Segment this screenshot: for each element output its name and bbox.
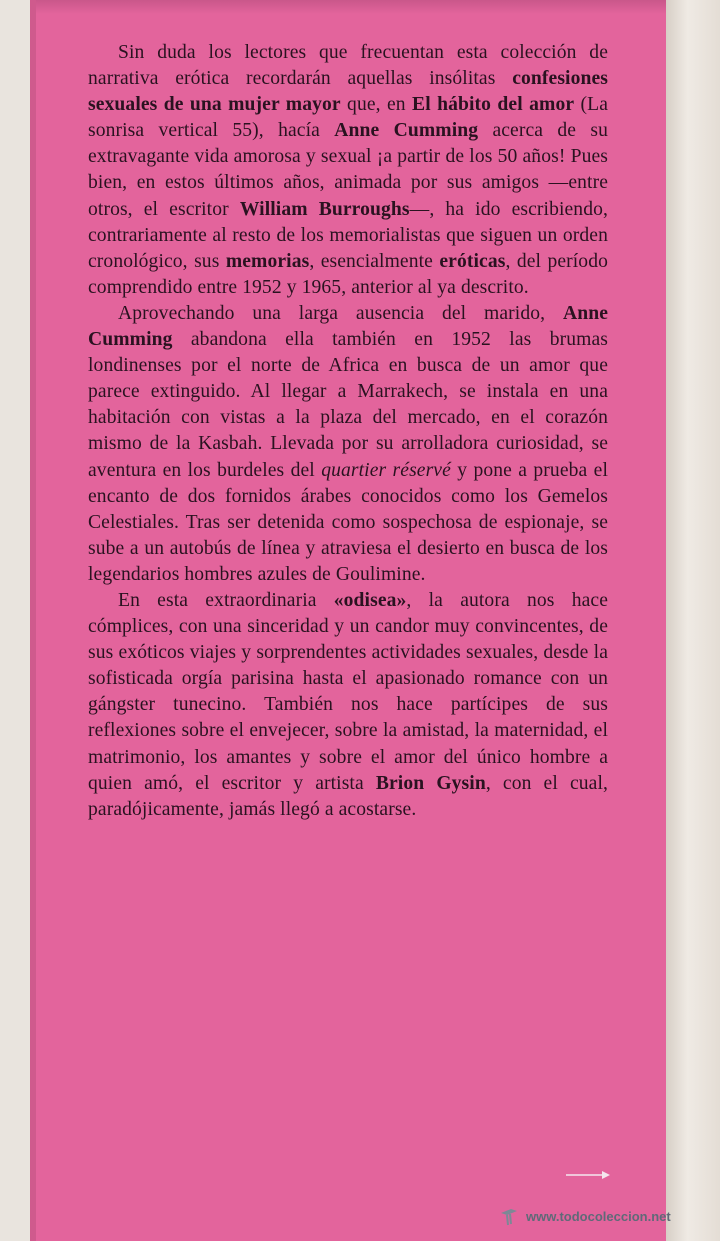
paragraph-3 (88, 588, 608, 823)
bold-text: memorias (225, 250, 310, 272)
bold-text: William Burroughs (239, 198, 410, 220)
text-run: y pone a prueba el encanto de dos fornidos árabes conocidos como los Gemelos Celestiales. Tras ser detenida como sospechosa de espionaje, se sube a un autobús de línea y atraviesa el desierto en busca de los legendarios hombres azules de Goulimine. (88, 459, 608, 585)
text-run: , del período comprendido entre 1952 y 1965, anterior al ya descrito. (88, 250, 608, 298)
text-run: En esta extraordinaria (118, 589, 334, 611)
text-run: , con el cual, paradójicamente, jamás llegó a acostarse. (88, 772, 608, 820)
text-run: que, en (340, 94, 413, 116)
paragraph-2 (88, 301, 608, 588)
bold-text: «odisea» (333, 589, 407, 611)
text-run: abandona ella también en 1952 las brumas londinenses por el norte de Africa en busca de un amor que parece extinguido. Al llegar a Marrakech, se instala en una habitación con vistas a la plaza del mercado, en el corazón mismo de la Kasbah. Llevada por su arrolladora curiosidad, se aventura en los burdeles del (88, 329, 608, 481)
text-run: , esencialmente (309, 250, 440, 272)
bold-text: Anne Cumming (88, 302, 608, 351)
blurb-text (88, 40, 608, 823)
bold-text: Brion Gysin (375, 772, 486, 794)
text-run: Sin duda los lectores que frecuentan esta colección de narrativa erótica recordarán aquellas insólitas (88, 42, 608, 90)
text-run: —, ha ido escribiendo, contrariamente al resto de los memorialistas que siguen un orden cronológico, sus (88, 198, 609, 272)
watermark (498, 1204, 671, 1228)
text-run: acerca de su extravagante vida amorosa y sexual ¡a partir de los 50 años! Pues bien, en estos últimos años, animada por sus amigos —entre otros, el escritor (88, 120, 608, 220)
top-shadow (30, 0, 666, 14)
cover-fold (30, 0, 36, 1241)
watermark-text: www.todocoleccion.net (526, 1208, 671, 1224)
todocoleccion-logo-icon (498, 1205, 520, 1227)
text-run: Aprovechando una larga ausencia del marido, (118, 302, 563, 324)
paragraph-1 (88, 40, 608, 301)
text-run: , la autora nos hace cómplices, con una sinceridad y un candor muy convincentes, de sus exóticos viajes y sorprendentes actividades sexuales, desde la sofisticada orgía parisina hasta el apasionado romance con un gángster tunecino. También nos hace partícipes de sus reflexiones sobre el envejecer, sobre la amistad, la maternidad, el matrimonio, los amantes y sobre el amor del único hombre a quien amó, el escritor y artista (88, 589, 608, 794)
bold-text: Anne Cumming (334, 120, 479, 142)
text-run: (La sonrisa vertical 55), hacía (88, 94, 608, 142)
adjacent-page-edge (666, 0, 720, 1241)
bold-text: El hábito del amor (412, 94, 575, 116)
italic-text: quartier réservé (321, 459, 451, 481)
bold-text: confesiones sexuales de una mujer mayor (88, 68, 608, 116)
right-arrow-icon (566, 1168, 610, 1182)
bold-text: eróticas (439, 250, 506, 272)
